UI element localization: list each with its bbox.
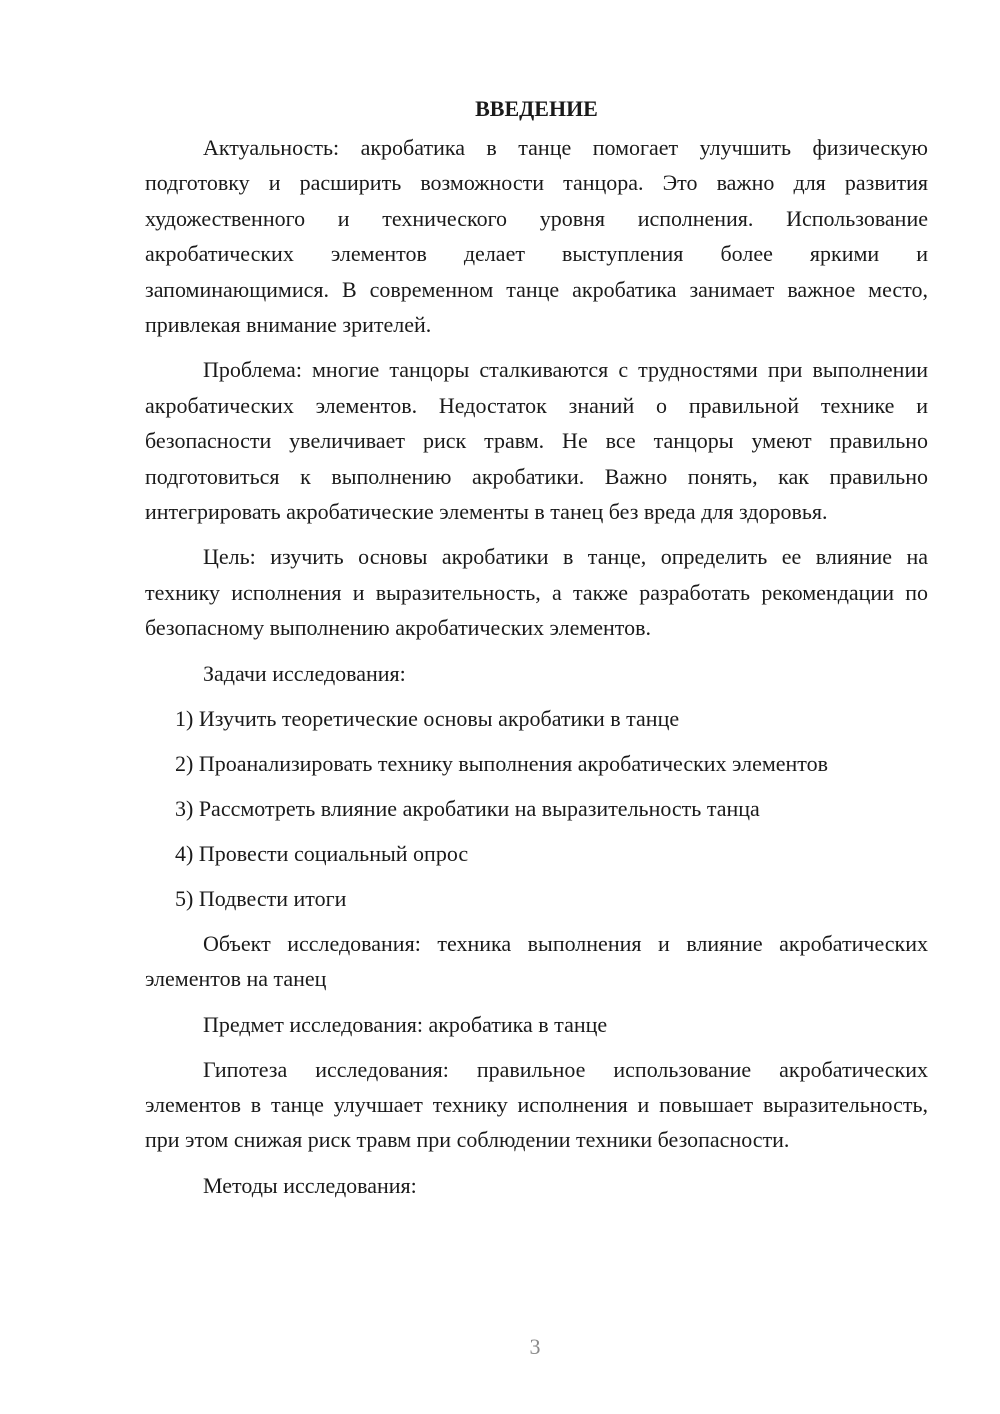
tasks-list <box>145 701 928 916</box>
list-item: 4) Провести социальный опрос <box>175 840 469 866</box>
list-item: 3) Рассмотреть влияние акробатики на выразительность танца <box>175 795 760 821</box>
paragraph-subject: Предмет исследования: акробатика в танце <box>203 1011 608 1037</box>
paragraph-problem: Проблема: многие танцоры сталкиваются с трудностями при выполнении акробатических элементов. Недостаток знаний о правильной технике и безопасности увеличивает риск травм. Не все танцоры умеют правильно подготовиться к выполнению акробатики. Важно понять, как правильно интегрировать акробатические элементы в танец без вреда для здоровья. <box>145 357 928 525</box>
paragraph-hypothesis: Гипотеза исследования: правильное использование акробатических элементов в танце улучшает технику исполнения и повышает выразительность, при этом снижая риск травм при соблюдении техники безопасности. <box>145 1056 928 1153</box>
list-item: 5) Подвести итоги <box>175 885 347 911</box>
page-title: ВВЕДЕНИЕ <box>475 96 598 121</box>
list-item: 1) Изучить теоретические основы акробатики в танце <box>175 705 680 731</box>
paragraph-relevance: Актуальность: акробатика в танце помогает улучшить физическую подготовку и расширить возможности танцора. Это важно для развития художественного и технического уровня исполнения. Использование акробатических элементов делает выступления более яркими и запоминающимися. В современном танце акробатика занимает важное место, привлекая внимание зрителей. <box>145 135 928 338</box>
document-page <box>145 94 928 1213</box>
page-number: 3 <box>529 1334 541 1359</box>
paragraph-goal: Цель: изучить основы акробатики в танце, определить ее влияние на технику исполнения и выразительность, а также разработать рекомендации по безопасному выполнению акробатических элементов. <box>145 544 928 641</box>
paragraph-object: Объект исследования: техника выполнения и влияние акробатических элементов на танец <box>145 930 928 992</box>
tasks-heading: Задачи исследования: <box>203 660 406 686</box>
list-item: 2) Проанализировать технику выполнения акробатических элементов <box>175 750 829 776</box>
methods-heading: Методы исследования: <box>203 1172 417 1198</box>
